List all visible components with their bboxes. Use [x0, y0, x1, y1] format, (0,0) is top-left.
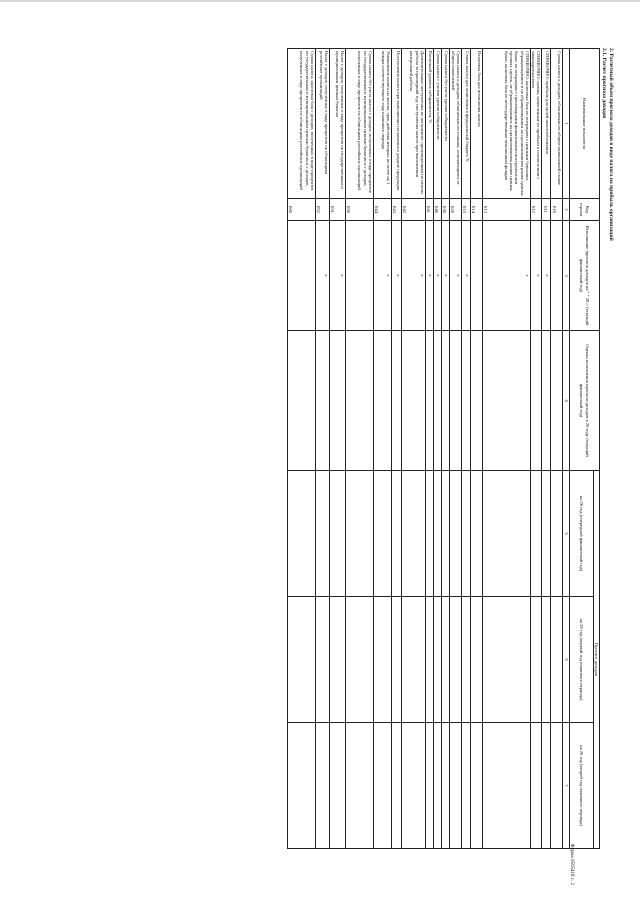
cell-year1[interactable] [461, 471, 470, 597]
table-row [329, 49, 345, 849]
cell-estimate[interactable] [315, 331, 329, 471]
cell-estimate[interactable] [401, 331, 425, 471]
column-number: 3 [563, 221, 569, 331]
table-row [530, 49, 542, 849]
cell-year3[interactable] [542, 723, 551, 849]
cell-year2[interactable] [470, 597, 482, 723]
cell-year1[interactable] [542, 471, 551, 597]
cell-estimate[interactable] [441, 331, 449, 471]
cell-year2[interactable] [449, 597, 461, 723]
cell-estimate[interactable] [530, 331, 542, 471]
cell-execution[interactable]: x [391, 221, 401, 331]
cell-year2[interactable] [329, 597, 345, 723]
cell-year3[interactable] [391, 723, 401, 849]
row-name: Сумма налога с учетом уровня собираемости [433, 49, 441, 199]
row-name: СПРАВОЧНО: суммы, начисленные из прибыли в соответствии с законодательством [530, 49, 542, 199]
row-code: 040 [433, 199, 441, 221]
cell-year1[interactable] [441, 471, 449, 597]
cell-year2[interactable] [287, 597, 315, 723]
cell-year3[interactable] [530, 723, 542, 849]
cell-year3[interactable] [315, 723, 329, 849]
table-row [287, 49, 315, 849]
cell-year3[interactable] [433, 723, 441, 849]
cell-estimate[interactable] [433, 331, 441, 471]
row-code: 020 [449, 199, 461, 221]
cell-estimate[interactable] [373, 331, 391, 471]
cell-year1[interactable] [329, 471, 345, 597]
row-name: Сумма налога без учета налога с доходов, полученных в виде процентов по государственным и муниципальным ценным бумагам и с доходов, полученных в виде процентов по облигациям российских организаций [345, 49, 373, 199]
cell-year2[interactable] [542, 597, 551, 723]
row-name: Ставка налога для зачисления в федеральный бюджет, % [461, 49, 470, 199]
cell-year2[interactable] [482, 597, 530, 723]
header-year2: на 20 год (первый год планового периода) [569, 597, 593, 723]
row-code: 051 [329, 199, 345, 221]
cell-execution[interactable]: x [441, 221, 449, 331]
row-name: СПРАВОЧНО: прибыль для целей налогообложения [542, 49, 551, 199]
cell-execution[interactable] [470, 221, 482, 331]
cell-year2[interactable] [433, 597, 441, 723]
row-code: 010 [551, 199, 563, 221]
cell-year2[interactable] [373, 597, 391, 723]
column-number: 1 [563, 49, 569, 199]
header-year1: на 20 год (очередной финансовый год) [569, 471, 593, 597]
column-number: 7 [563, 723, 569, 849]
table-body [287, 49, 563, 849]
cell-execution[interactable] [345, 221, 373, 331]
cell-year3[interactable] [449, 723, 461, 849]
cell-estimate[interactable] [482, 331, 530, 471]
cell-estimate[interactable] [287, 331, 315, 471]
cell-year3[interactable] [482, 723, 530, 849]
cell-year1[interactable] [470, 471, 482, 597]
cell-year2[interactable] [551, 597, 563, 723]
cell-year1[interactable] [433, 471, 441, 597]
table-row [482, 49, 530, 849]
table-row [461, 49, 470, 849]
cell-year1[interactable] [482, 471, 530, 597]
row-name: СПРАВОЧНО: налоговая база по операциям с ценными бумагами, обращающимися и не обращающимися на организованном рынке ценных бумаг, по операциям с производными финансовыми инструментами срочных сделок, не обращающимися на организованном рынке ценных бумаг, налоговая база по негосударственным пенсионным фондам [482, 49, 530, 199]
cell-year2[interactable] [345, 597, 373, 723]
cell-year1[interactable] [530, 471, 542, 597]
row-name: Расчетный уровень собираемости, % [425, 49, 433, 199]
table-row [551, 49, 563, 849]
row-code: 042 [401, 199, 425, 221]
cell-execution[interactable]: x [449, 221, 461, 331]
cell-execution[interactable]: x [373, 221, 391, 331]
row-name: Уменьшение налога на льготы, срок действия которых не истек на 1 января соответствующего года планового периода [373, 49, 391, 199]
row-code: 050 [345, 199, 373, 221]
row-name: Налог с доходов, полученных в виде процентов по государственным и муниципальным ценным бумагам [329, 49, 345, 199]
table-row [542, 49, 551, 849]
cell-year1[interactable] [345, 471, 373, 597]
table-row [441, 49, 449, 849]
row-code: 012 [530, 199, 542, 221]
cell-year3[interactable] [461, 723, 470, 849]
cell-execution[interactable]: x [329, 221, 345, 331]
cell-estimate[interactable] [461, 331, 470, 471]
table-row [401, 49, 425, 849]
cell-execution[interactable]: x [401, 221, 425, 331]
row-code: 011 [542, 199, 551, 221]
cell-estimate[interactable] [551, 331, 563, 471]
cell-estimate[interactable] [425, 331, 433, 471]
cell-year1[interactable] [391, 471, 401, 597]
row-code: 060 [287, 199, 315, 221]
cell-year1[interactable] [315, 471, 329, 597]
row-name: Налоговая база для исчисления налога [470, 49, 482, 199]
row-code: 015 [461, 199, 470, 221]
table-row [449, 49, 461, 849]
cell-year1[interactable] [287, 471, 315, 597]
cell-year1[interactable] [373, 471, 391, 597]
cell-year1[interactable] [425, 471, 433, 597]
cell-year2[interactable] [530, 597, 542, 723]
cell-year3[interactable] [287, 723, 315, 849]
cell-execution[interactable]: x [482, 221, 530, 331]
cell-execution[interactable]: x [461, 221, 470, 331]
row-code: 052 [315, 199, 329, 221]
row-name: Поступления налога при выполнении соглашения о разделе продукции [391, 49, 401, 199]
column-number: 6 [563, 597, 569, 723]
cell-execution[interactable]: x [425, 221, 433, 331]
cell-estimate[interactable] [470, 331, 482, 471]
cell-year3[interactable] [401, 723, 425, 849]
column-number: 2 [563, 199, 569, 221]
row-name: Сумма налога, налоговая база с доходов, полученных в виде процентов по государственным и муниципальным ценным бумагам и с доходов, полученных в виде процентов по облигациям российских организаций [287, 49, 315, 199]
cell-year2[interactable] [401, 597, 425, 723]
cell-year3[interactable] [425, 723, 433, 849]
cell-year1[interactable] [551, 471, 563, 597]
table-row [391, 49, 401, 849]
cell-year2[interactable] [461, 597, 470, 723]
cell-year2[interactable] [315, 597, 329, 723]
row-code: 030 [441, 199, 449, 221]
table-row [315, 49, 329, 849]
cell-year3[interactable] [441, 723, 449, 849]
column-number: 5 [563, 471, 569, 597]
table-row [373, 49, 391, 849]
row-code: 013 [482, 199, 530, 221]
cell-year3[interactable] [470, 723, 482, 849]
cell-execution[interactable]: x [530, 221, 542, 331]
row-code: 014 [470, 199, 482, 221]
row-name: Дополнительные поступления по погашению, произведенным по итогам работы за прошедший год, поступления налога при выполнении контрольной работы [401, 49, 425, 199]
cell-year3[interactable] [329, 723, 345, 849]
cell-execution[interactable]: x [433, 221, 441, 331]
column-number-row [563, 49, 569, 849]
cell-year2[interactable] [441, 597, 449, 723]
cell-year2[interactable] [391, 597, 401, 723]
form-number: Форма 0505418 с. 2 [569, 843, 574, 885]
cell-estimate[interactable] [345, 331, 373, 471]
header-estimate: Оценка исполнения прогноза доходов в 20 году (текущий финансовый год) [569, 331, 599, 471]
cell-year3[interactable] [373, 723, 391, 849]
cell-execution[interactable] [551, 221, 563, 331]
header-execution: Исполнение прогноза доходов на " " 20 г. (текущий финансовый год) [569, 221, 599, 331]
cell-year2[interactable] [425, 597, 433, 723]
cell-execution[interactable]: x [542, 221, 551, 331]
header-forecast-group: Прогноз доходов [593, 471, 599, 849]
section-title: 2. Расчетный объем прогноза доходов в виде налога на прибыль организаций [608, 48, 614, 241]
header-code: Код строки [569, 199, 599, 221]
cell-year1[interactable] [449, 471, 461, 597]
table-row [425, 49, 433, 849]
cell-estimate[interactable] [329, 331, 345, 471]
row-name: Сумма налога без учета уровня собираемости [441, 49, 449, 199]
cell-estimate[interactable] [449, 331, 461, 471]
cell-estimate[interactable] [391, 331, 401, 471]
row-name: Сумма налога к доходам, облагаемым по общеустановленной ставке [551, 49, 563, 199]
header-name: Наименование показателя [569, 49, 599, 199]
row-name: Сумма налога к доходам, облагаемым по ставкам, отличающимся от общеустановленной [449, 49, 461, 199]
subsection-title: 2.1. Расчет прогноза доходов [601, 48, 607, 119]
table-row [345, 49, 373, 849]
cell-execution[interactable] [287, 221, 315, 331]
cell-year1[interactable] [401, 471, 425, 597]
header-year3: на 20 год (второй год планового периода) [569, 723, 593, 849]
column-number: 4 [563, 331, 569, 471]
table-row [470, 49, 482, 849]
cell-estimate[interactable] [542, 331, 551, 471]
cell-year3[interactable] [551, 723, 563, 849]
row-code: 044 [373, 199, 391, 221]
row-code: 043 [391, 199, 401, 221]
row-name: Налог с доходов, полученных в виде процентов по облигациям российских организаций [315, 49, 329, 199]
cell-execution[interactable]: x [315, 221, 329, 331]
table-row [433, 49, 441, 849]
row-code: 041 [425, 199, 433, 221]
forecast-table [287, 48, 600, 849]
cell-year3[interactable] [345, 723, 373, 849]
